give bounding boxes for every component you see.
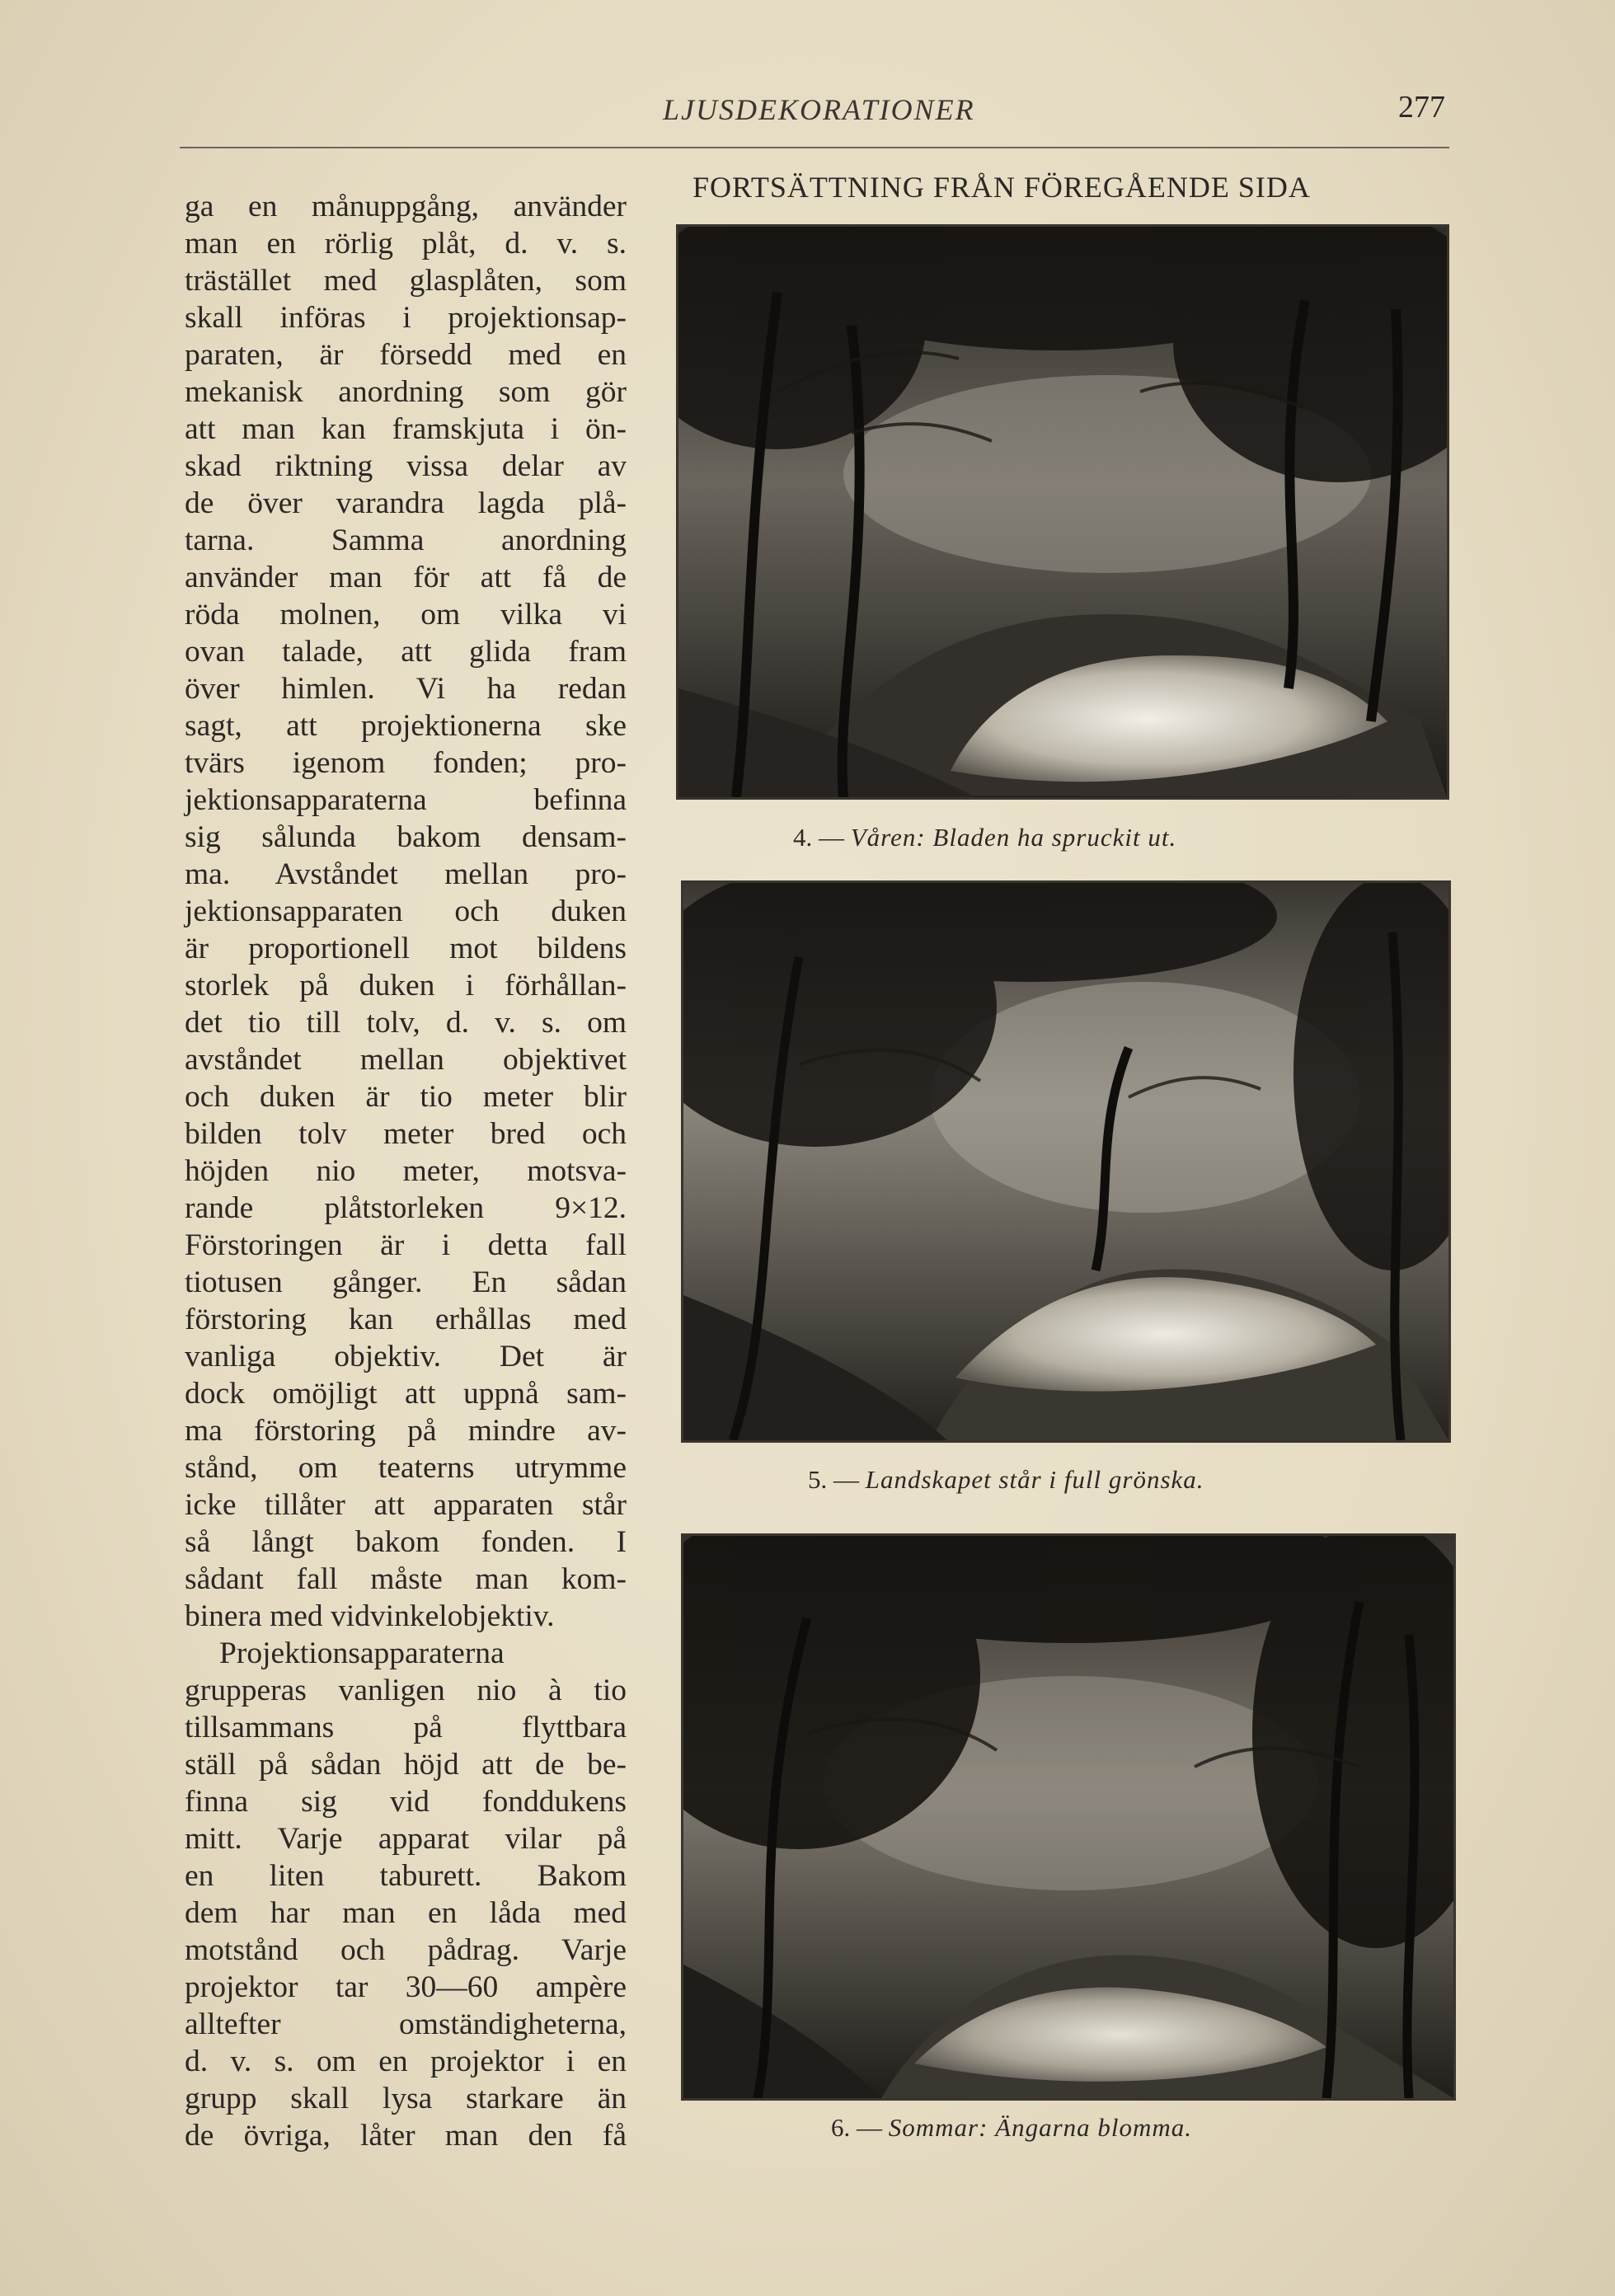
article-line: ställ på sådan höjd att de be- <box>185 1748 627 1782</box>
figure-4-dash: — <box>819 823 844 852</box>
article-line: de över varandra lagda plå- <box>185 486 627 520</box>
figure-6-dash: — <box>857 2113 882 2142</box>
running-title: LJUSDEKORATIONER <box>663 93 975 126</box>
article-line: motstånd och pådrag. Varje <box>185 1933 627 1967</box>
article-line: mekanisk anordning som gör <box>185 375 627 409</box>
article-line: tillsammans på flyttbara <box>185 1711 627 1744</box>
article-line: rande plåtstorleken 9×12. <box>185 1191 627 1225</box>
article-line: att man kan framskjuta i ön- <box>185 412 627 446</box>
article-line: sagt, att projektionerna ske <box>185 709 627 743</box>
article-line: grupperas vanligen nio à tio <box>185 1674 627 1707</box>
article-line: röda molnen, om vilka vi <box>185 598 627 632</box>
article-line: paraten, är försedd med en <box>185 338 627 372</box>
article-line: över himlen. Vi ha redan <box>185 672 627 706</box>
figure-4-landscape-image <box>676 224 1449 800</box>
article-line: trästället med glasplåten, som <box>185 264 627 298</box>
article-line: vanliga objektiv. Det är <box>185 1340 627 1373</box>
article-line: tiotusen gånger. En sådan <box>185 1265 627 1299</box>
article-line: det tio till tolv, d. v. s. om <box>185 1006 627 1040</box>
article-line: finna sig vid fonddukens <box>185 1785 627 1819</box>
article-line: ovan talade, att glida fram <box>185 635 627 669</box>
article-line: sig sålunda bakom densam- <box>185 820 627 854</box>
article-column <box>185 188 627 2154</box>
article-line: tarna. Samma anordning <box>185 524 627 557</box>
article-line: ma förstoring på mindre av- <box>185 1414 627 1448</box>
article-line: storlek på duken i förhållan- <box>185 969 627 1002</box>
article-line: använder man för att få de <box>185 561 627 594</box>
article-line: bilden tolv meter bred och <box>185 1117 627 1151</box>
article-line: förstoring kan erhållas med <box>185 1303 627 1336</box>
article-line: grupp skall lysa starkare än <box>185 2082 627 2115</box>
article-line: jektionsapparaten och duken <box>185 894 627 928</box>
article-line: Förstoringen är i detta fall <box>185 1228 627 1262</box>
continuation-note: FORTSÄTTNING FRÅN FÖREGÅENDE SIDA <box>692 171 1311 204</box>
article-line: ma. Avståndet mellan pro- <box>185 857 627 891</box>
article-line: alltefter omständigheterna, <box>185 2007 627 2041</box>
article-line: man en rörlig plåt, d. v. s. <box>185 227 627 261</box>
article-line: ga en månuppgång, använder <box>185 190 627 223</box>
figure-6-caption-text: Sommar: Ängarna blomma. <box>888 2113 1193 2142</box>
figure-5-dash: — <box>833 1465 859 1494</box>
article-line: dem har man en låda med <box>185 1896 627 1930</box>
figure-5-caption-text: Landskapet står i full grönska. <box>865 1465 1204 1494</box>
figure-5-number: 5. <box>808 1465 828 1494</box>
article-line: skall införas i projektionsap- <box>185 301 627 335</box>
article-line: sådant fall måste man kom- <box>185 1562 627 1596</box>
article-line: dock omöjligt att uppnå sam- <box>185 1377 627 1411</box>
article-line: mitt. Varje apparat vilar på <box>185 1822 627 1856</box>
article-line: och duken är tio meter blir <box>185 1080 627 1114</box>
figure-4-number: 4. <box>793 823 813 852</box>
figure-5-caption <box>808 1465 1204 1495</box>
article-line: icke tillåter att apparaten står <box>185 1488 627 1522</box>
article-line: är proportionell mot bildens <box>185 932 627 965</box>
article-line: jektionsapparaterna befinna <box>185 783 627 817</box>
figure-4-caption-text: Våren: Bladen ha spruckit ut. <box>850 823 1177 852</box>
article-line: projektor tar 30—60 ampère <box>185 1970 627 2004</box>
article-line: avståndet mellan objektivet <box>185 1043 627 1077</box>
article-line: skad riktning vissa delar av <box>185 449 627 483</box>
page-number: 277 <box>1398 90 1445 124</box>
figure-6-number: 6. <box>831 2113 851 2142</box>
article-line: Projektionsapparaterna <box>219 1636 505 1670</box>
article-line: stånd, om teaterns utrymme <box>185 1451 627 1485</box>
article-line: de övriga, låter man den få <box>185 2119 627 2153</box>
article-line: så långt bakom fonden. I <box>185 1525 627 1559</box>
article-line: en liten taburett. Bakom <box>185 1859 627 1893</box>
article-line: binera med vidvinkelobjektiv. <box>185 1599 555 1633</box>
article-line: tvärs igenom fonden; pro- <box>185 746 627 780</box>
figure-4-caption <box>793 823 1176 852</box>
article-line: höjden nio meter, motsva- <box>185 1154 627 1188</box>
figure-6-landscape-image <box>681 1533 1456 2101</box>
header-rule <box>180 147 1449 148</box>
figure-5-landscape-image <box>681 880 1451 1443</box>
article-line: d. v. s. om en projektor i en <box>185 2045 627 2078</box>
figure-6-caption <box>831 2113 1192 2143</box>
